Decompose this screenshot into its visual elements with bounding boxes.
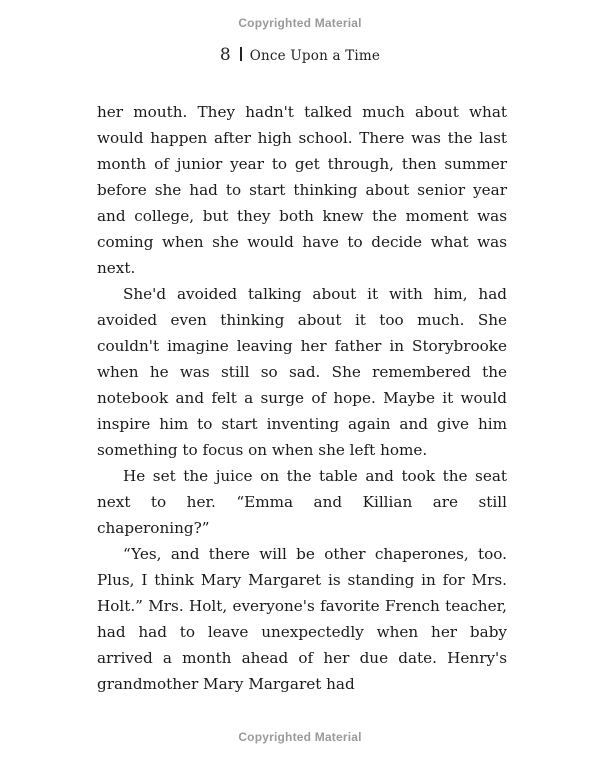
book-title: Once Upon a Time <box>249 48 381 64</box>
copyright-watermark-bottom: Copyrighted Material <box>238 730 362 744</box>
header-divider <box>240 47 242 61</box>
copyright-watermark-top: Copyrighted Material <box>238 16 362 30</box>
paragraph-2: She'd avoided talking about it with him, had avoided even thinking about it too much. She couldn't imagine leaving her father in Storybrooke when he was still so sad. She remembered the notebook and felt a surge of hope. Maybe it would inspire him to start inventing again and give him something to focus on when she left home. <box>97 285 507 459</box>
running-header <box>0 45 600 65</box>
paragraph-3: He set the juice on the table and took the seat next to her. “Emma and Killian are still chaperoning?” <box>97 467 507 537</box>
page-number: 8 <box>219 45 231 65</box>
body-text <box>97 99 507 697</box>
paragraph-1: her mouth. They hadn't talked much about what would happen after high school. There was the last month of junior year to get through, then summer before she had to start thinking about senior year and college, but they both knew the moment was coming when she would have to decide what was next. <box>97 103 507 277</box>
paragraph-4: “Yes, and there will be other chaperones, too. Plus, I think Mary Margaret is standing in for Mrs. Holt.” Mrs. Holt, everyone's favorite French teacher, had had to leave unexpectedly when her baby arrived a month ahead of her due date. Henry's grandmother Mary Margaret had <box>97 545 507 693</box>
